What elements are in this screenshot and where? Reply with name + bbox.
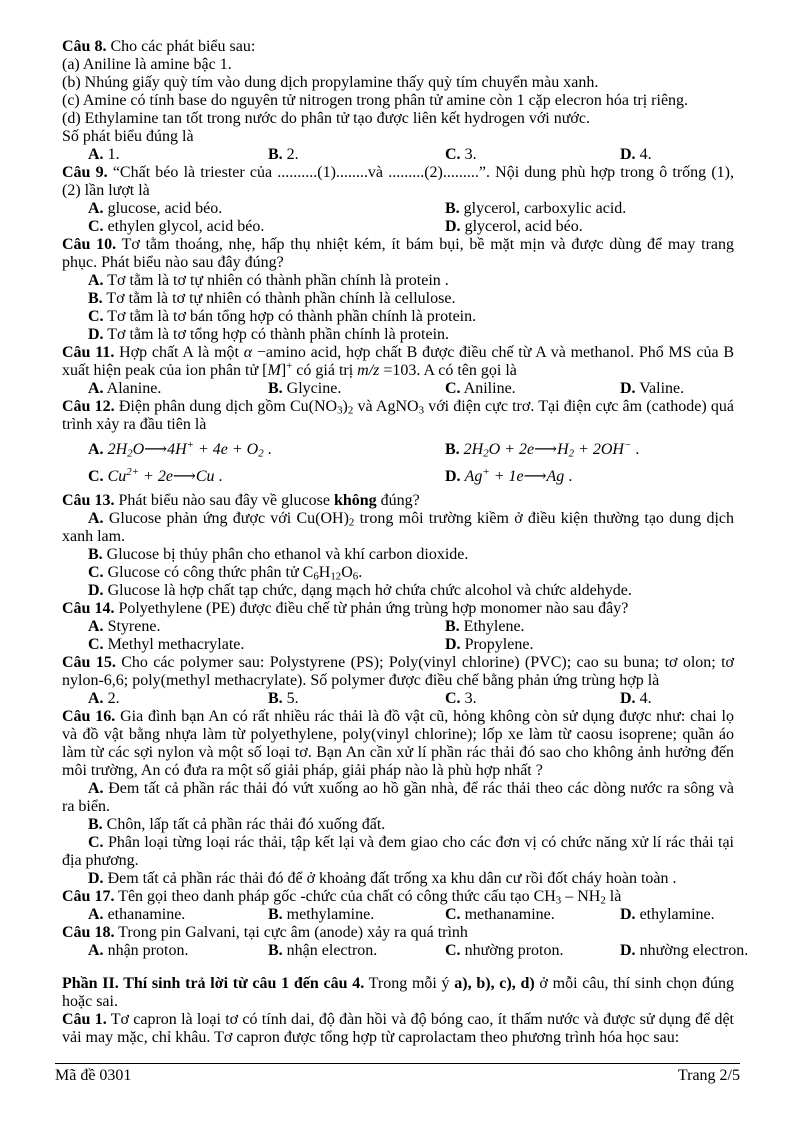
text-run: Tơ tằm là tơ tự nhiên có thành phần chính là protein . — [103, 272, 449, 289]
text-run: 2 — [258, 447, 264, 460]
text-run: 2 — [127, 447, 133, 460]
answer-option — [268, 942, 445, 960]
text-run: Aniline. — [460, 380, 516, 397]
question-18 — [62, 924, 734, 942]
text-run: + — [286, 360, 293, 373]
text-run: Câu 9. — [62, 164, 108, 181]
text-run: Câu 13. — [62, 492, 115, 509]
text-run: nhường proton. — [460, 942, 564, 959]
option-d — [62, 326, 734, 344]
text-run: Tơ tằm thoáng, nhẹ, hấp thụ nhiệt kém, ít bám bụi, bề mặt mịn và được dùng để may trang phục. Phát biểu nào sau đây đúng? — [62, 236, 735, 271]
text-run: Ag — [464, 468, 483, 485]
text-run: ⟶ — [523, 468, 547, 485]
text-run: A. — [88, 380, 104, 397]
text-run: D. — [88, 582, 104, 599]
text-run: 5. — [282, 690, 299, 707]
text-run: Gia đình bạn An có rất nhiều rác thải là đồ vật cũ, hỏng không còn sử dụng được như: chai lọ và đồ vật bằng nhựa làm từ polyethylene, poly(vinyl chlorine); lốp xe làm từ caosu isoprene; quần áo làm từ các sợi nylon và một số loại tơ. Bạn An cần xử lí phần rác thải đó sao cho không ảnh hưởng đến môi trường, An có đưa ra một số giải pháp, giải pháp nào là phù hợp nhất ? — [62, 708, 734, 779]
text-run: Cu — [195, 468, 215, 485]
text-run: glycerol, carboxylic acid. — [459, 200, 627, 217]
answer-options-row — [62, 618, 734, 636]
text-run: nhận proton. — [103, 942, 189, 959]
text-run: C. — [445, 380, 461, 397]
text-run: D. — [620, 146, 636, 163]
text-run: O — [132, 441, 145, 458]
text-run: + — [482, 466, 490, 479]
answer-option — [268, 146, 445, 164]
text-run: đúng? — [376, 492, 420, 509]
text-run: ethanamine. — [103, 906, 186, 923]
answer-option — [445, 618, 734, 636]
text-run: Tơ tằm là tơ tổng hợp có thành phần chính là protein. — [103, 326, 450, 343]
text-run: ở mỗi câu, thí sinh chọn đúng hoặc sai. — [62, 975, 735, 1010]
text-run: ethylamine. — [635, 906, 715, 923]
text-run: Phát biểu nào sau đây về glucose — [114, 492, 334, 509]
answer-option — [268, 906, 445, 924]
text-run: M — [267, 362, 281, 379]
text-run: D. — [620, 942, 636, 959]
answer-option — [445, 636, 734, 654]
text-run: Phân loại từng loại rác thải, tập kết lại và đem giao cho các đơn vị có chức năng xử lí rác thải tại địa phương. — [62, 834, 734, 869]
text-run: Câu 10. — [62, 236, 117, 253]
text-run: không — [333, 492, 377, 509]
text-run: D. — [620, 690, 636, 707]
text-run: Câu 1. — [62, 1011, 107, 1028]
text-run: Alanine. — [103, 380, 162, 397]
text-run: methanamine. — [460, 906, 555, 923]
answer-option — [620, 690, 734, 708]
answer-option — [88, 439, 445, 461]
text-run: D. — [445, 468, 461, 485]
text-run: “Chất béo là triester của ..........(1)........và .........(2).........”. Nội dung phù hợp trong ô trống (1), (2) lần lượt là — [62, 164, 735, 199]
text-run: B. — [268, 942, 283, 959]
answer-option — [88, 690, 268, 708]
question-16 — [62, 708, 734, 780]
text-run: C. — [88, 636, 104, 653]
text-run: . — [564, 468, 573, 485]
text-run: Valine. — [635, 380, 685, 397]
text-run: B. — [268, 380, 283, 397]
text-run: Câu 12. — [62, 398, 115, 415]
text-run: Điện phân dung dịch gồm Cu(NO — [114, 398, 338, 415]
text-run: B. — [268, 146, 283, 163]
statement-a — [62, 56, 734, 74]
statement-d — [62, 110, 734, 128]
text-run: 2. — [282, 146, 299, 163]
text-run: 12 — [330, 570, 342, 583]
text-run: 6 — [313, 570, 319, 583]
text-run: Câu 15. — [62, 654, 116, 671]
text-run: Cho các polymer sau: Polystyrene (PS); Poly(vinyl chlorine) (PVC); cao su buna; tơ olon; tơ nylon-6,6; poly(methyl methacrylate). Số polymer được điều chế bằng phản ứng trùng hợp là — [62, 654, 735, 689]
answer-option — [88, 146, 268, 164]
text-run: với điện cực trơ. Tại điện cực âm (cathode) quá trình xảy ra đầu tiên là — [62, 398, 734, 433]
text-run: Câu 11. — [62, 344, 115, 361]
text-run: 2 — [483, 447, 489, 460]
page-footer — [55, 1063, 740, 1085]
text-run: A. — [88, 441, 104, 458]
text-run: A. — [88, 200, 104, 217]
answer-option — [445, 218, 734, 236]
option-a — [62, 780, 734, 816]
answer-option — [88, 906, 268, 924]
text-run: Ethylene. — [459, 618, 525, 635]
question-17 — [62, 888, 734, 906]
exam-page-body — [62, 38, 749, 1047]
text-run: + 2OH — [574, 441, 624, 458]
page-number: Trang 2/5 — [677, 1067, 740, 1084]
text-run: Chôn, lấp tất cả phần rác thải đó xuống đất. — [102, 816, 386, 833]
question-8-intro — [62, 38, 734, 56]
text-run: Glycine. — [282, 380, 342, 397]
text-run: 2+ — [126, 466, 140, 479]
option-c — [62, 834, 734, 870]
text-run: −amino acid, hợp chất B được điều chế từ A và methanol. Phổ MS của B xuất hiện peak của ion phân tử [ — [62, 344, 734, 379]
text-run: Methyl methacrylate. — [103, 636, 245, 653]
question-10 — [62, 236, 734, 272]
text-run: Glucose phản ứng được với Cu(OH) — [103, 510, 349, 527]
answer-options-row — [62, 380, 734, 398]
text-run: . — [358, 564, 363, 581]
text-run: (b) Nhúng giấy quỳ tím vào dung dịch propylamine thấy quỳ tím chuyển màu xanh. — [62, 74, 599, 91]
text-run: C. — [88, 308, 104, 325]
text-run: Tơ capron là loại tơ có tính dai, độ đàn hồi và độ bóng cao, ít thấm nước và được sử dụng để dệt vải may mặc, chỉ khâu. Tơ capron được tổng hợp từ caprolactam theo phương trình hóa học sau: — [62, 1011, 735, 1046]
answer-options-row — [62, 218, 734, 236]
answer-options-row — [62, 942, 749, 960]
text-run: B. — [445, 441, 460, 458]
text-run: ⟶ — [144, 441, 168, 458]
text-run: ethylen glycol, acid béo. — [103, 218, 265, 235]
statement-b — [62, 74, 734, 92]
answer-option — [88, 380, 268, 398]
text-run: Cho các phát biểu sau: — [106, 38, 256, 55]
text-run: Styrene. — [103, 618, 161, 635]
text-run: A. — [88, 780, 104, 797]
text-run: Glucose là hợp chất tạp chức, dạng mạch hở chứa chức alcohol và chức aldehyde. — [103, 582, 632, 599]
text-run: Polyethylene (PE) được điều chế từ phản ứng trùng hợp monomer nào sau đây? — [114, 600, 629, 617]
question-11 — [62, 344, 734, 380]
text-run: Câu 16. — [62, 708, 116, 725]
answer-option — [88, 466, 445, 488]
text-run: 3. — [460, 690, 477, 707]
option-b — [62, 290, 734, 308]
text-run: C. — [88, 564, 104, 581]
text-run: C. — [445, 942, 461, 959]
text-run: Trong pin Galvani, tại cực âm (anode) xảy ra quá trình — [114, 924, 468, 941]
text-run: 3 — [337, 404, 343, 417]
text-run: A. — [88, 618, 104, 635]
question-9 — [62, 164, 734, 200]
text-run: Glucose có công thức phân tử C — [103, 564, 314, 581]
text-run: Propylene. — [460, 636, 534, 653]
text-run: Câu 8. — [62, 38, 107, 55]
text-run: + 2e — [139, 468, 173, 485]
text-run: 2 — [347, 404, 354, 417]
text-run: 2. — [103, 690, 120, 707]
text-run: H — [557, 441, 569, 458]
question-15 — [62, 654, 734, 690]
text-run: m/z — [357, 362, 380, 379]
text-run: Trong mỗi ý — [364, 975, 455, 992]
spacer — [62, 960, 734, 975]
text-run: C. — [88, 468, 104, 485]
text-run: 4. — [635, 690, 652, 707]
answer-option — [620, 906, 734, 924]
text-run: ⟶ — [534, 441, 558, 458]
text-run: nhường electron. — [635, 942, 749, 959]
text-run: C. — [88, 834, 104, 851]
text-run: Phần II. Thí sinh trả lời từ câu 1 đến câu 4. — [62, 975, 365, 992]
text-run: Hợp chất A là một — [114, 344, 244, 361]
answer-options-row — [62, 200, 734, 218]
option-d — [62, 582, 734, 600]
text-run: 2 — [568, 447, 575, 460]
text-run: glucose, acid béo. — [103, 200, 223, 217]
text-run: Câu 14. — [62, 600, 115, 617]
text-run: Tên gọi theo danh pháp gốc -chức của chất có công thức cấu tạo CH — [114, 888, 556, 905]
text-run: A. — [88, 906, 104, 923]
text-run: 4H — [167, 441, 187, 458]
text-run: A. — [88, 146, 104, 163]
text-run: D. — [445, 218, 461, 235]
text-run: Đem tất cả phần rác thải đó để ở khoảng đất trống xa khu dân cư rồi đốt cháy hoàn toàn . — [103, 870, 677, 887]
answer-option — [620, 942, 748, 960]
answer-option — [445, 146, 620, 164]
answer-option — [445, 942, 620, 960]
part-2-header — [62, 975, 734, 1011]
text-run: A. — [88, 690, 104, 707]
question-8-prompt — [62, 128, 734, 146]
statement-c — [62, 92, 734, 110]
question-12 — [62, 398, 734, 434]
text-run: Số phát biểu đúng là — [62, 128, 194, 145]
text-run: Tơ tằm là tơ bán tổng hợp có thành phần chính là protein. — [103, 308, 477, 325]
answer-option — [268, 380, 445, 398]
answer-options-row — [62, 636, 734, 654]
text-run: glycerol, acid béo. — [460, 218, 583, 235]
text-run: 1. — [103, 146, 120, 163]
text-run: C. — [445, 146, 461, 163]
option-c — [62, 308, 734, 326]
option-b — [62, 546, 734, 564]
answer-option — [88, 618, 445, 636]
text-run: B. — [88, 816, 103, 833]
text-run: 2 — [600, 894, 606, 907]
option-a — [62, 272, 734, 290]
text-run: (d) Ethylamine tan tốt trong nước do phân tử tạo được liên kết hydrogen với nước. — [62, 110, 590, 127]
answer-option — [445, 466, 734, 488]
text-run: Câu 18. — [62, 924, 115, 941]
text-run: ⟶ — [172, 468, 196, 485]
text-run: + — [186, 439, 194, 452]
text-run: 3. — [460, 146, 477, 163]
text-run: C. — [88, 218, 104, 235]
text-run: methylamine. — [282, 906, 375, 923]
text-run: D. — [88, 870, 104, 887]
text-run: D. — [88, 326, 104, 343]
answer-option — [445, 200, 734, 218]
text-run: nhận electron. — [282, 942, 378, 959]
text-run: – NH — [561, 888, 601, 905]
text-run: trong môi trường kiềm ở điều kiện thường tạo dung dịch xanh lam. — [62, 510, 734, 545]
answer-options-row — [62, 146, 734, 164]
answer-options-row — [62, 439, 734, 461]
answer-option — [268, 690, 445, 708]
text-run: A. — [88, 272, 104, 289]
text-run: D. — [445, 636, 461, 653]
text-run: B. — [445, 200, 460, 217]
text-run: 3 — [418, 404, 425, 417]
text-run: (c) Amine có tính base do nguyên tử nitrogen trong phân tử amine còn 1 cặp elecron hóa trị riêng. — [62, 92, 689, 109]
exam-code: Mã đề 0301 — [55, 1067, 132, 1084]
text-run: Tơ tằm là tơ tự nhiên có thành phần chính là cellulose. — [102, 290, 456, 307]
text-run: A. — [88, 942, 104, 959]
answer-option — [620, 380, 734, 398]
text-run: O + 2e — [488, 441, 535, 458]
text-run: ] — [280, 362, 287, 379]
answer-options-row — [62, 690, 734, 708]
answer-option — [445, 690, 620, 708]
text-run: là — [605, 888, 622, 905]
text-run: D. — [620, 380, 636, 397]
text-run: 2H — [107, 441, 128, 458]
text-run: D. — [620, 906, 636, 923]
text-run: và AgNO — [353, 398, 419, 415]
text-run: . — [263, 441, 272, 458]
text-run: a), b), c), d) — [454, 975, 535, 992]
answer-option — [88, 636, 445, 654]
part2-question-1 — [62, 1011, 734, 1047]
text-run: H — [318, 564, 331, 581]
answer-option — [620, 146, 734, 164]
option-a — [62, 510, 734, 546]
option-b — [62, 816, 734, 834]
answer-options-row — [62, 466, 734, 488]
text-run: 2 — [348, 516, 355, 529]
text-run: . — [631, 441, 640, 458]
text-run: O — [341, 564, 353, 581]
text-run: B. — [268, 690, 283, 707]
text-run: (a) Aniline là amine bậc 1. — [62, 56, 232, 73]
text-run: có giá trị — [292, 362, 358, 379]
text-run: C. — [445, 906, 461, 923]
answer-option — [445, 906, 620, 924]
answer-option — [88, 200, 445, 218]
answer-option — [88, 218, 445, 236]
text-run: Câu 17. — [62, 888, 115, 905]
option-c — [62, 564, 734, 582]
text-run: Glucose bị thủy phân cho ethanol và khí carbon dioxide. — [102, 546, 469, 563]
text-run: − — [623, 439, 632, 452]
answer-option — [445, 439, 734, 461]
text-run: B. — [88, 546, 103, 563]
text-run: B. — [88, 290, 103, 307]
text-run: + 4e + O — [193, 441, 259, 458]
text-run: C. — [445, 690, 461, 707]
text-run: 2H — [463, 441, 484, 458]
text-run: Cu — [107, 468, 127, 485]
text-run: A. — [88, 510, 104, 527]
answer-option — [445, 380, 620, 398]
text-run: 3 — [555, 894, 562, 907]
text-run: B. — [445, 618, 460, 635]
answer-option — [88, 942, 268, 960]
question-13 — [62, 492, 734, 510]
text-run: 4. — [635, 146, 652, 163]
text-run: ) — [342, 398, 348, 415]
option-d — [62, 870, 734, 888]
text-run: Đem tất cả phần rác thải đó vứt xuống ao hồ gần nhà, để rác thải theo các dòng nước ra sông và ra biển. — [62, 780, 734, 815]
text-run: 6 — [352, 570, 359, 583]
text-run: B. — [268, 906, 283, 923]
answer-options-row — [62, 906, 734, 924]
text-run: Ag — [546, 468, 565, 485]
text-run: α — [243, 344, 253, 361]
text-run: . — [214, 468, 223, 485]
question-14 — [62, 600, 734, 618]
text-run: =103. A có tên gọi là — [379, 362, 517, 379]
text-run: + 1e — [489, 468, 524, 485]
